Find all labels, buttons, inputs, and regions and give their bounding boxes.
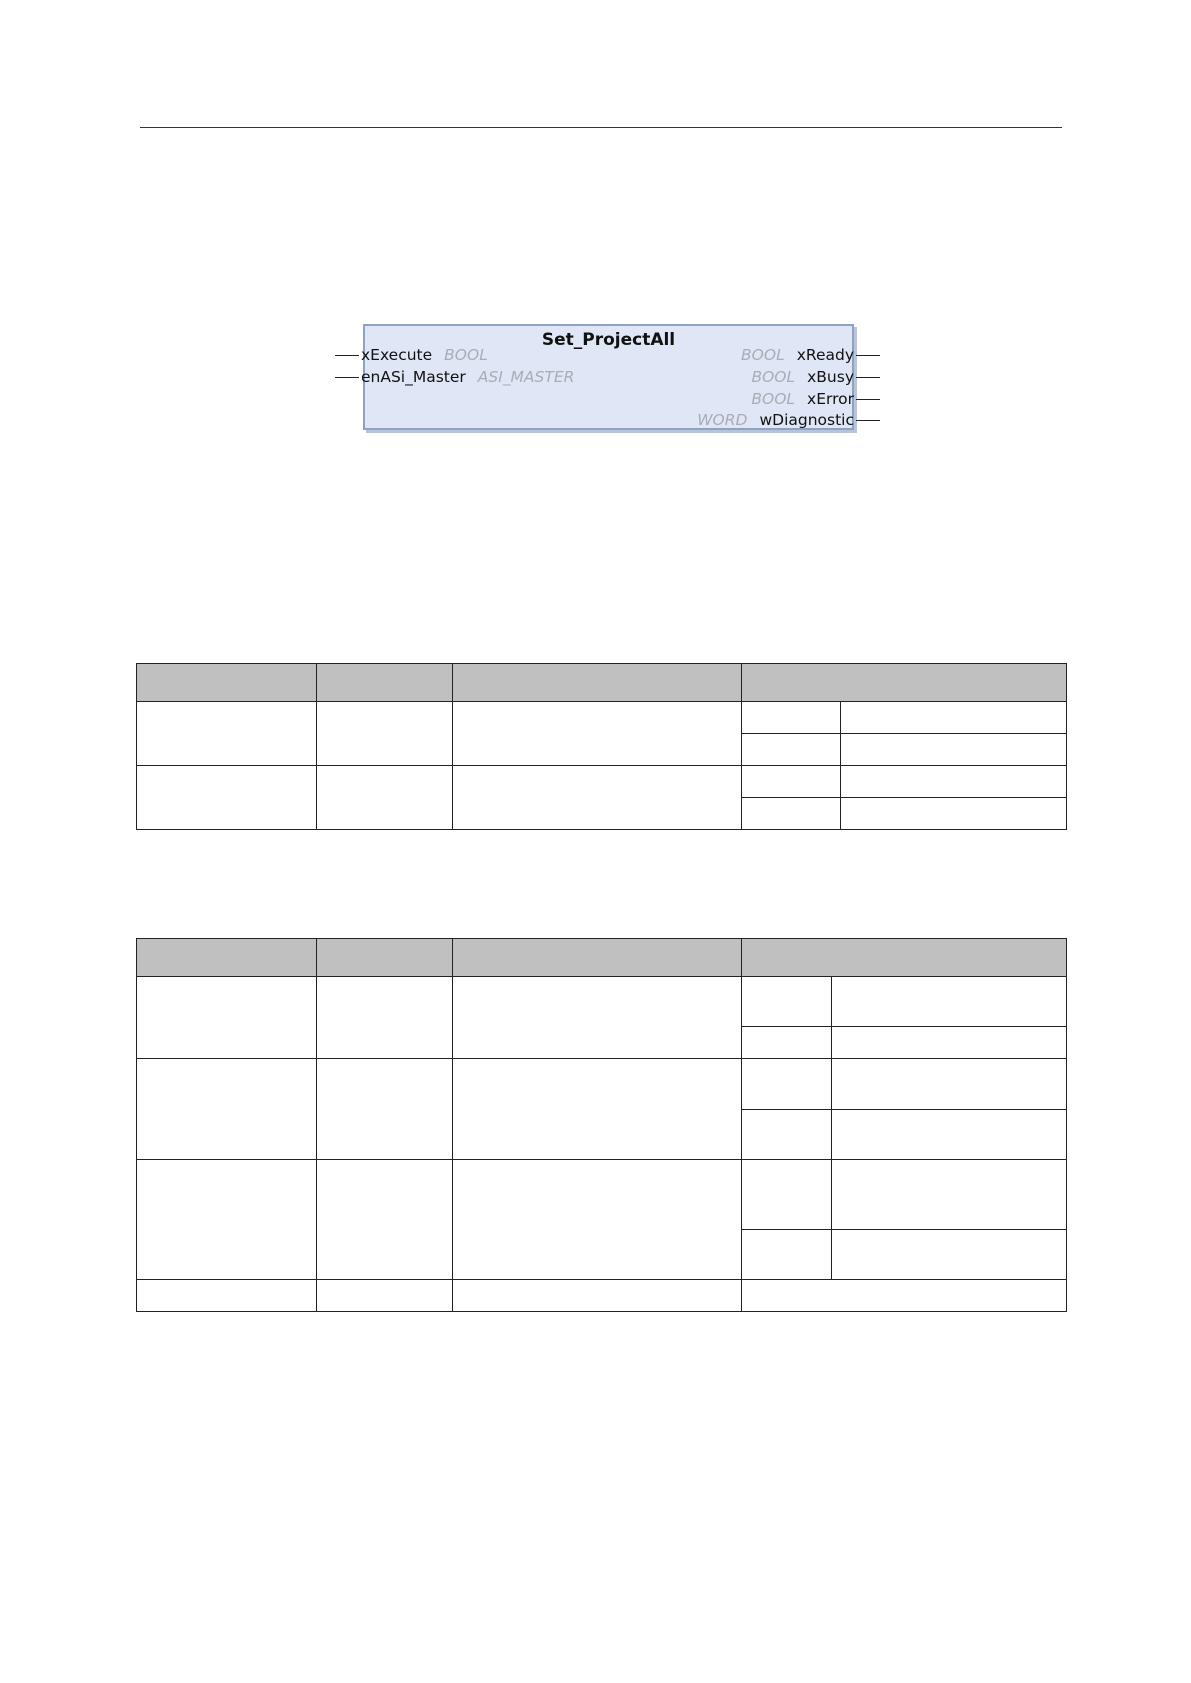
header-cell <box>453 664 742 702</box>
output-pin-name: wDiagnostic <box>759 411 854 429</box>
table-cell <box>317 1280 453 1312</box>
table-header-row <box>137 664 1067 702</box>
table-cell <box>832 1059 1067 1110</box>
input-pin-name: enASi_Master <box>361 368 466 386</box>
table-row <box>137 1059 1067 1110</box>
table-cell <box>841 766 1067 798</box>
table-cell <box>742 702 841 734</box>
table-cell <box>832 1230 1067 1280</box>
table-cell <box>317 766 453 830</box>
table-cell <box>453 1160 742 1280</box>
input-wire <box>335 377 359 378</box>
table-row <box>137 977 1067 1027</box>
output-pin-type: BOOL <box>751 368 796 386</box>
table-cell <box>137 1059 317 1160</box>
table-cell <box>742 1160 832 1230</box>
table-cell <box>742 766 841 798</box>
table-cell <box>742 1059 832 1110</box>
table-cell <box>832 1027 1067 1059</box>
table-cell <box>742 977 832 1027</box>
output-pin-wdiagnostic <box>697 411 880 431</box>
table-cell <box>453 1059 742 1160</box>
table-row <box>137 1160 1067 1230</box>
output-wire <box>856 399 880 400</box>
inputs-table <box>136 663 1067 830</box>
header-cell <box>742 664 1067 702</box>
table-cell <box>742 1027 832 1059</box>
input-pin-type: ASI_MASTER <box>477 368 575 386</box>
table-cell <box>137 702 317 766</box>
output-pin-xerror <box>751 390 880 410</box>
table-cell <box>841 702 1067 734</box>
header-cell <box>742 939 1067 977</box>
table-cell <box>841 734 1067 766</box>
table-cell <box>841 798 1067 830</box>
table-cell <box>832 1110 1067 1160</box>
output-pin-name: xError <box>807 390 854 408</box>
table-cell <box>742 1280 1067 1312</box>
table-cell <box>832 977 1067 1027</box>
table-cell <box>742 1230 832 1280</box>
outputs-table <box>136 938 1067 1312</box>
output-wire <box>856 355 880 356</box>
input-pin-xexecute <box>335 346 488 366</box>
table-row <box>137 1280 1067 1312</box>
input-pin-type: BOOL <box>444 346 488 364</box>
table-row <box>137 702 1067 734</box>
header-cell <box>453 939 742 977</box>
table-cell <box>137 977 317 1059</box>
table-cell <box>453 766 742 830</box>
header-cell <box>137 664 317 702</box>
output-pin-name: xBusy <box>807 368 854 386</box>
table-header-row <box>137 939 1067 977</box>
output-pin-xbusy <box>751 368 880 388</box>
page-header-rule <box>140 127 1062 128</box>
table-cell <box>453 977 742 1059</box>
table-row <box>137 766 1067 798</box>
output-wire <box>856 377 880 378</box>
table-cell <box>317 702 453 766</box>
table-cell <box>742 798 841 830</box>
table-cell <box>137 766 317 830</box>
output-pin-type: BOOL <box>751 390 796 408</box>
output-pin-type: WORD <box>697 411 748 429</box>
table-cell <box>317 1160 453 1280</box>
function-block-diagram <box>335 320 880 440</box>
output-pin-name: xReady <box>796 346 854 364</box>
table-cell <box>742 1110 832 1160</box>
table-cell <box>832 1160 1067 1230</box>
output-wire <box>856 420 880 421</box>
output-pin-type: BOOL <box>741 346 785 364</box>
table-cell <box>317 1059 453 1160</box>
header-cell <box>317 939 453 977</box>
table-cell <box>453 1280 742 1312</box>
table-cell <box>742 734 841 766</box>
output-pin-xready <box>741 346 880 366</box>
table-cell <box>317 977 453 1059</box>
input-wire <box>335 355 359 356</box>
table-cell <box>453 702 742 766</box>
function-block-title: Set_ProjectAll <box>541 330 676 350</box>
header-cell <box>137 939 317 977</box>
table-cell <box>137 1280 317 1312</box>
input-pin-enasi-master <box>335 368 574 388</box>
header-cell <box>317 664 453 702</box>
table-cell <box>137 1160 317 1280</box>
input-pin-name: xExecute <box>361 346 433 364</box>
